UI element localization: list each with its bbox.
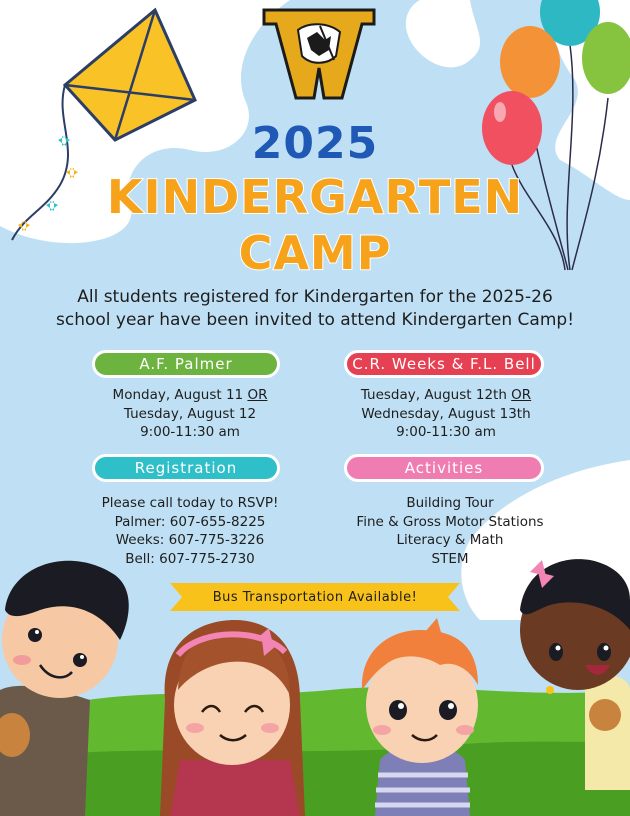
intro-text (10, 286, 620, 332)
title-camp: CAMP (238, 226, 392, 280)
boy-center-icon (362, 618, 478, 816)
registration-label-pill: Registration (92, 454, 280, 482)
palmer-or: OR (247, 387, 268, 403)
weeks-day-1: Tuesday, August 12th (360, 387, 512, 403)
intro-line-1: All students registered for Kindergarten for the 2025-26 (77, 287, 553, 307)
registration-info (70, 494, 310, 568)
registration-line: Palmer: 607-655-8225 (114, 513, 266, 530)
activities-list (320, 494, 580, 568)
palmer-time: 9:00-11:30 am (140, 424, 240, 440)
palmer-day-1-row (80, 386, 300, 405)
palmer-label-pill: A.F. Palmer (92, 350, 280, 378)
registration-line: Please call today to RSVP! (101, 495, 279, 511)
activity-item: STEM (431, 550, 469, 567)
title-kindergarten: KINDERGARTEN (106, 170, 524, 224)
registration-line: Weeks: 607-775-3226 (115, 532, 265, 548)
activity-item: Building Tour (406, 495, 494, 511)
bus-transportation-text: Bus Transportation Available! (212, 589, 418, 605)
palmer-day-2: Tuesday, August 12 (123, 405, 257, 422)
activities-label-pill: Activities (344, 454, 544, 482)
weeks-day-2: Wednesday, August 13th (361, 405, 531, 422)
weeks-time: 9:00-11:30 am (396, 424, 496, 440)
weeks-bell-schedule (326, 386, 566, 442)
intro-line-2: school year have been invited to attend Kindergarten Camp! (55, 310, 575, 330)
girl-center-icon (160, 620, 305, 816)
title-year: 2025 (251, 118, 379, 169)
activity-item: Literacy & Math (396, 532, 504, 548)
weeks-day-1-row (326, 386, 566, 405)
weeks-bell-label-pill: C.R. Weeks & F.L. Bell (344, 350, 544, 378)
registration-line: Bell: 607-775-2730 (125, 550, 255, 567)
weeks-or: OR (511, 387, 532, 403)
palmer-day-1: Monday, August 11 (112, 387, 248, 403)
school-logo (262, 8, 376, 100)
activity-item: Fine & Gross Motor Stations (356, 513, 544, 530)
palmer-schedule (80, 386, 300, 442)
